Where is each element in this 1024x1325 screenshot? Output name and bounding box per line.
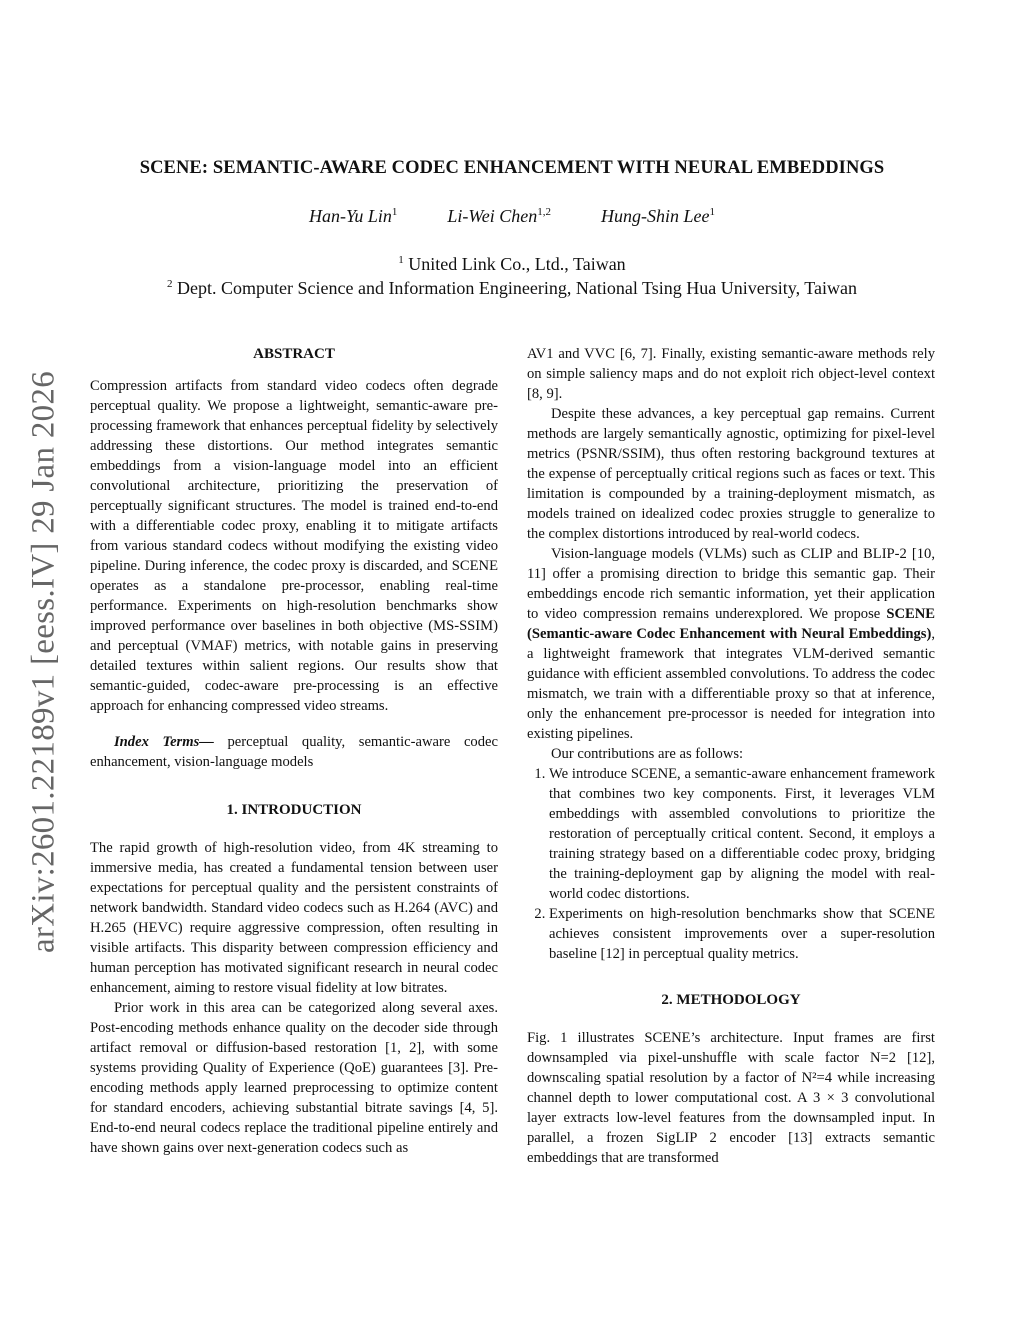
affiliation — [0, 278, 1024, 299]
index-terms — [90, 732, 498, 772]
intro-paragraph — [527, 544, 935, 744]
index-terms-label: Index Terms— — [114, 734, 214, 750]
author-name: Han-Yu Lin — [309, 206, 392, 226]
author — [309, 206, 397, 227]
author-affiliation-mark: 1 — [391, 206, 398, 218]
affiliation-text: United Link Co., Ltd., Taiwan — [408, 254, 626, 274]
contribution-item: 2. Experiments on high-resolution benchmarks show that SCENE achieves consistent improvements over a super-resolution baseline [12] in perceptual quality metrics. — [549, 904, 935, 964]
affiliation-mark: 1 — [398, 254, 404, 266]
method-name-emphasis: SCENE (Semantic-aware Codec Enhancement with Neural Embeddings) — [527, 606, 935, 642]
intro-text: , a lightweight framework that integrates VLM-derived semantic guidance with efficient assembled convolutions. To address the codec mismatch, we train with a differentiable proxy so that at inference, only the enhancement pre-processor is needed for integration into existing pipelines. — [527, 626, 935, 742]
author-list — [0, 206, 1024, 227]
intro-paragraph-continued: AV1 and VVC [6, 7]. Finally, existing semantic-aware methods rely on simple saliency maps and do not exploit rich object-level context [8, 9]. — [527, 346, 935, 402]
affiliation — [0, 254, 1024, 275]
intro-paragraph: Prior work in this area can be categorized along several axes. Post-encoding methods enhance quality on the decoder side through artifact removal or diffusion-based restoration [1, 2], with some systems providing Quality of Experience (QoE) guarantees [3]. Pre-encoding methods apply learned preprocessing to optimize content for standard encoders, achieving substantial bitrate savings [4, 5]. End-to-end neural codecs replace the traditional pipeline entirely and have shown gains over next-generation codecs such as — [90, 1000, 498, 1156]
paper-title: SCENE: SEMANTIC-AWARE CODEC ENHANCEMENT WITH NEURAL EMBEDDINGS — [139, 158, 885, 178]
intro-paragraph: Despite these advances, a key perceptual gap remains. Current methods are largely semantically agnostic, optimizing for pixel-level metrics (PSNR/SSIM), thus often restoring background textures at the expense of perceptually critical regions such as faces or text. This limitation is compounded by a training-deployment mismatch, as models trained on idealized codec proxies struggle to generalize to the complex distortions introduced by real-world codecs. — [527, 406, 935, 542]
contribution-item: 1. We introduce SCENE, a semantic-aware enhancement framework that combines two key components. First, it leverages VLM embeddings with assembled convolutions to prioritize the restoration of perceptually critical content. Second, it employs a training strategy based on a differentiable codec proxy, bridging the training-deployment gap by aligning the model with real-world codec distortions. — [549, 764, 935, 904]
contributions-intro: Our contributions are as follows: — [551, 746, 744, 762]
intro-text: Vision-language models (VLMs) such as CLIP and BLIP-2 [10, 11] offer a promising direction to bridge this semantic gap. Their embeddings encode rich semantic information, yet their application to video compression remains underexplored. We propose — [527, 546, 935, 622]
author — [601, 206, 715, 227]
introduction-heading: 1. INTRODUCTION — [226, 802, 362, 818]
contributions-list — [527, 764, 935, 964]
methodology-heading: 2. METHODOLOGY — [661, 992, 801, 1008]
affiliation-text: Dept. Computer Science and Information Engineering, National Tsing Hua University, Taiwan — [177, 278, 857, 298]
left-column — [90, 344, 498, 1158]
author-name: Li-Wei Chen — [447, 206, 538, 226]
affiliation-mark: 2 — [167, 278, 173, 290]
intro-paragraph: The rapid growth of high-resolution video, from 4K streaming to immersive media, has created a fundamental tension between user expectations for perceptual quality and the persistent constraints of network bandwidth. Standard video codecs such as H.264 (AVC) and H.265 (HEVC) require aggressive compression, often resulting in visible artifacts. This disparity between compression efficiency and human perception has motivated significant research in neural codec enhancement, aiming to restore visual fidelity at low bitrates. — [90, 840, 498, 996]
methodology-paragraph: Fig. 1 illustrates SCENE’s architecture. Input frames are first downsampled via pixel-unshuffle with scale factor N=2 [12], downscaling spatial resolution by a factor of N²=4 while increasing channel depth to lower computational cost. A 3 × 3 convolutional layer extracts low-level features from the downsampled input. In parallel, a frozen SigLIP 2 encoder [13] extracts semantic embeddings that are transformed — [527, 1030, 935, 1166]
abstract-text: Compression artifacts from standard video codecs often degrade perceptual quality. We propose a lightweight, semantic-aware pre-processing framework that enhances perceptual fidelity by selectively addressing these distortions. Our method integrates semantic embeddings from a vision-language model into an efficient convolutional architecture, prioritizing the preservation of perceptually significant structures. The model is trained end-to-end with a differentiable codec proxy, enabling it to mitigate artifacts from various standard codecs without modifying the existing video pipeline. During inference, the codec proxy is discarded, and SCENE operates as a standalone pre-processor, enabling real-time performance. Experiments on high-resolution benchmarks show improved performance over baselines in both objective (MS-SSIM) and perceptual (VMAF) metrics, with notable gains in preserving detailed textures within salient regions. Our results show that semantic-guided, codec-aware pre-processing is an effective approach for enhancing compressed video streams. — [90, 378, 498, 714]
author-affiliation-mark: 1 — [709, 206, 715, 218]
author — [447, 206, 551, 227]
author-affiliation-mark: 1,2 — [537, 206, 551, 218]
arxiv-identifier-stamp: arXiv:2601.22189v1 [eess.IV] 29 Jan 2026 — [25, 370, 62, 954]
author-name: Hung-Shin Lee — [600, 206, 710, 226]
index-terms-text: perceptual quality, semantic-aware codec enhancement, vision-language models — [90, 734, 498, 770]
abstract-heading: ABSTRACT — [253, 346, 335, 362]
right-column — [527, 344, 935, 1168]
